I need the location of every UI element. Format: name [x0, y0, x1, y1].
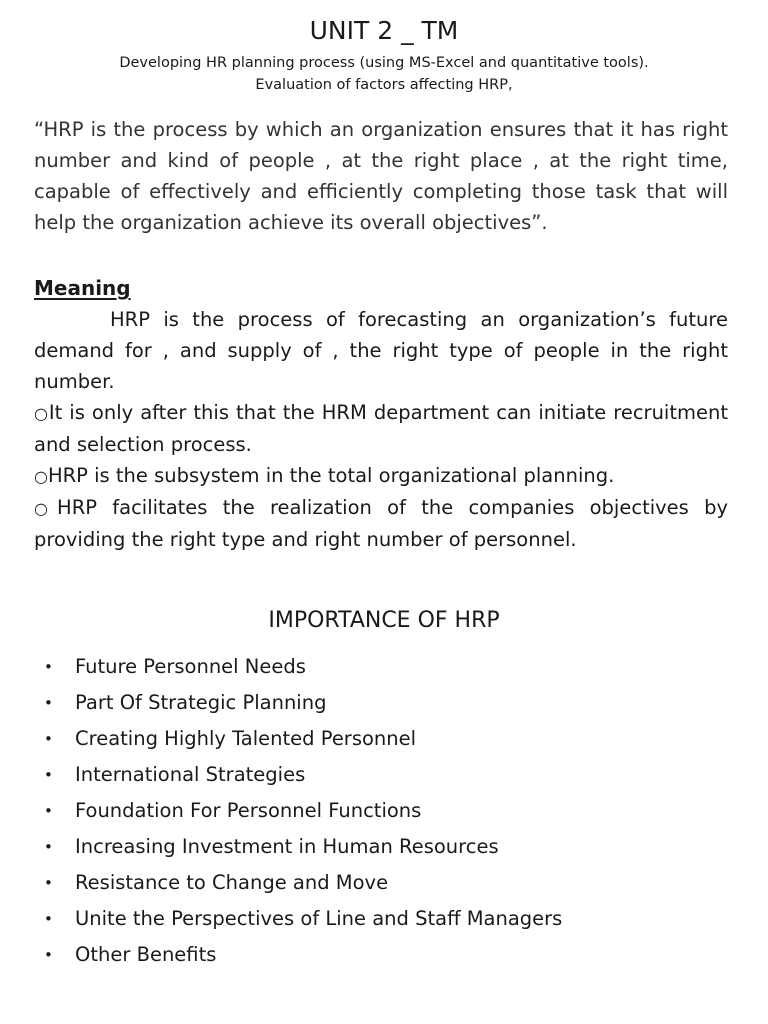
- list-item-text: Creating Highly Talented Personnel: [75, 727, 417, 750]
- list-item: [44, 757, 562, 793]
- list-item: [44, 829, 562, 865]
- meaning-point-text: HRP is the subsystem in the total organizational planning.: [47, 464, 615, 487]
- bullet-icon: •: [44, 802, 53, 820]
- list-item-text: Future Personnel Needs: [75, 655, 306, 678]
- list-item-text: International Strategies: [75, 763, 306, 786]
- list-item: [44, 865, 562, 901]
- list-item: [44, 721, 562, 757]
- list-item: [44, 793, 562, 829]
- list-item: [44, 937, 562, 973]
- page-title: UNIT 2 _ TM: [309, 16, 459, 45]
- list-item: [44, 901, 562, 937]
- bullet-icon: •: [44, 874, 53, 892]
- meaning-point-text: It is only after this that the HRM department can initiate recruitment and selection process.: [34, 401, 728, 456]
- circle-bullet-icon: ○: [34, 499, 58, 518]
- importance-list: [44, 649, 562, 973]
- bullet-icon: •: [44, 910, 53, 928]
- meaning-section: [34, 304, 728, 555]
- list-item-text: Increasing Investment in Human Resources: [75, 835, 499, 858]
- meaning-point-text: HRP facilitates the realization of the companies objectives by providing the right type and right number of personnel.: [34, 496, 728, 551]
- meaning-point: [34, 397, 728, 460]
- meaning-point: [34, 492, 728, 555]
- bullet-icon: •: [44, 946, 53, 964]
- subtitle-line-2: Evaluation of factors affecting HRP,: [255, 77, 513, 93]
- list-item-text: Part Of Strategic Planning: [75, 691, 327, 714]
- list-item-text: Other Benefits: [75, 943, 217, 966]
- list-item: [44, 649, 562, 685]
- bullet-icon: •: [44, 766, 53, 784]
- bullet-icon: •: [44, 694, 53, 712]
- definition-quote: “HRP is the process by which an organization ensures that it has right number and kind of people , at the right place , at the right time, capable of effectively and efficiently completing those task that will help the organization achieve its overall objectives”.: [34, 118, 728, 234]
- circle-bullet-icon: ○: [34, 404, 49, 423]
- list-item-text: Unite the Perspectives of Line and Staff Managers: [75, 907, 563, 930]
- list-item-text: Resistance to Change and Move: [75, 871, 389, 894]
- meaning-intro: HRP is the process of forecasting an organization’s future demand for , and supply of , the right type of people in the right number.: [34, 308, 728, 393]
- circle-bullet-icon: ○: [34, 467, 48, 486]
- bullet-icon: •: [44, 838, 53, 856]
- meaning-point: [34, 460, 728, 492]
- meaning-heading: Meaning: [34, 276, 131, 300]
- importance-heading: IMPORTANCE OF HRP: [268, 608, 500, 633]
- list-item: [44, 685, 562, 721]
- list-item-text: Foundation For Personnel Functions: [75, 799, 422, 822]
- bullet-icon: •: [44, 730, 53, 748]
- subtitle-line-1: Developing HR planning process (using MS-Excel and quantitative tools).: [119, 55, 649, 71]
- bullet-icon: •: [44, 658, 53, 676]
- page-subtitle: [0, 52, 768, 96]
